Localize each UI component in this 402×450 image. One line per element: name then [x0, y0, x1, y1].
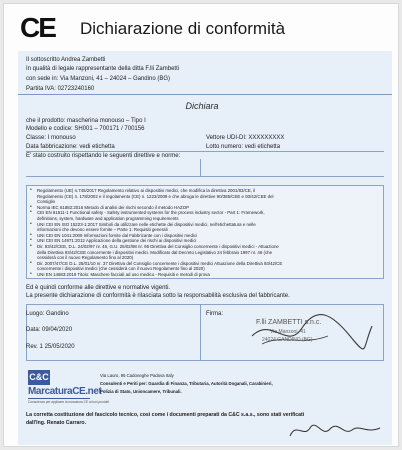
regulation-line: CEI EN 61511-1 Functional safety - Safety instrumented systems for the process industry sector - Part 1: Framework, — [37, 210, 265, 216]
product-model: Modello e codice: SH001 – 700171 / 700156 — [26, 126, 145, 132]
product-date: Data fabbricazione: vedi etichetta — [26, 144, 115, 150]
regulation-line: definitions, system, hardware and application programming requirements — [37, 216, 179, 221]
product-udi: Vettore UDI-DI: XXXXXXXXX — [206, 135, 285, 141]
responsibility-statement: La presente dichiarazione di conformità è rilasciata sotto la responsabilità esclusiva del fabbricante. — [26, 293, 290, 299]
consultant-line1: Consulenti e Periti per: Guardia di Finanza, Tributaria, Autorità Doganali, Carabinieri, — [100, 381, 273, 386]
regulation-bullet: • — [30, 231, 32, 238]
footer-note-line2: dall'Ing. Renato Carraro. — [26, 420, 87, 426]
document-header — [4, 4, 399, 44]
stamp-city: 24024 GANDINO (BG) — [262, 337, 313, 343]
product-name: che il prodotto: mascherina monouso – Tipo I — [26, 118, 146, 124]
conformity-statement: Ed è quindi conforme alle direttive e normative vigenti. — [26, 285, 171, 291]
cc-logo — [28, 370, 50, 385]
stamp-address: Via Manzoni, 41 — [270, 329, 306, 335]
regulation-line: UNI CEI EN 1041:2009 Informazioni fornite dal Fabbricante con i dispositivi medici — [37, 232, 198, 238]
product-lot: Lotto numero: vedi etichetta — [206, 144, 281, 150]
declarant-address: con sede in: Via Manzoni, 41 – 24024 – Gandino (BG) — [26, 76, 170, 82]
regulation-line: Regolamento (CE) n. 178/2002 e il regolamento (CE) n. 1223/2009 e che abroga le direttive 90/385/CEE e 93/42/CEE del — [37, 193, 274, 199]
regulation-line: UNI EN 14683:2019 Titolo: Maschere facciali ad uso medico - Requisiti e metodi di prova — [37, 272, 210, 277]
regulation-line: Dir. 2007/47/CE D.L. 25/01/10 nr. 37 Direttiva del Consiglio concernente i dispositivi medici Attuazione della Direttiva 93/42/CE — [37, 260, 283, 266]
company-stamp — [232, 306, 382, 362]
revision-label: Rev. 1 25/05/2020 — [26, 344, 75, 350]
signature-label: Firma: — [206, 311, 223, 317]
regulation-line: Consiglio — [37, 199, 56, 205]
regulation-line: Regolamento (UE) n.745/2017 Regolamento relativo ai dispositivi medici, che modifica la direttiva 2001/83/CE, il — [37, 188, 256, 193]
regulation-bullet: • — [30, 271, 32, 277]
logo-underline — [28, 398, 90, 399]
field-divider — [200, 159, 201, 177]
regulation-bullet: • — [30, 203, 32, 210]
signature-divider — [200, 304, 201, 361]
regulation-line: cessiderà con il nuovo Regolamento fino al 2020) — [37, 255, 134, 261]
regulation-bullet: • — [30, 187, 32, 193]
cc-logo-mark: C&C — [28, 370, 50, 385]
declarant-role: In qualità di legale rappresentante della ditta F.lli Zambetti — [26, 66, 180, 72]
regulation-line: concernente i dispositivi medici (che cessiderà con il nuovo Regolamento fino al 2020) — [37, 266, 205, 272]
stamp-name: F.lli ZAMBETTI s.n.c. — [256, 319, 322, 326]
product-class: Classe: I monouso — [26, 135, 76, 141]
regulation-bullet: • — [30, 220, 32, 227]
regulation-line: UNI CEI EN ISO 15223-1:2017 Simboli da utilizzare nelle etichette dei dispositivi medici, nell'etichettatura e nelle — [37, 221, 256, 227]
regulation-line: Norma IEC 61882:2016 Metodo di analisi dei rischi secondo il metodo HAZOP — [37, 204, 190, 210]
declaration-page — [3, 3, 399, 447]
regulation-line: della Direttiva 93/42/CEE concernente i dispositivi medici. Modificato dal Decreto Legislativo 24 febbraio 1997 nr. 46 (che — [37, 249, 273, 255]
compliance-intro: E' stato costruito rispettando le seguenti direttive e norme: — [26, 153, 181, 159]
regulation-bullet: • — [30, 237, 32, 244]
ce-mark-logo: CE — [20, 12, 55, 43]
declarant-name: Il sottoscritto Andrea Zambetti — [26, 57, 106, 63]
document-title: Dichiarazione di conformità — [80, 19, 286, 38]
regulation-bullet: • — [30, 209, 32, 216]
declares-heading: Dichiara — [185, 101, 219, 111]
date-label: Data: 09/04/2020 — [26, 327, 73, 333]
logo-tagline: Consulenza per applicare la marcatura CE ai tuoi prodotti — [28, 400, 109, 404]
regulation-bullet: • — [30, 259, 32, 266]
regulation-bullet: • — [30, 243, 32, 249]
consultant-line2: Polizia di Stato, Unioncamere, Tribunali. — [100, 389, 182, 394]
marcaturace-logo: MarcaturaCE.net — [28, 386, 102, 397]
regulation-line: Dir. 93/42/CEE, D.L. 24/02/97 nr. 46, G.U. 25/02/98 nr. 95 Direttiva del Consiglio concernente i dispositivi medici - Attuazione — [37, 244, 279, 249]
consultant-address: Via Lauro, 95 Cadoneghe Padova Italy — [100, 373, 174, 378]
regulation-line: UNI CEI EN 14971:2012 Applicazione della gestione dei rischi ai dispositivi medici — [37, 238, 197, 244]
engineer-signature — [286, 420, 386, 442]
regulation-line: informazioni che devono essere fornite – Parte 1: Requisiti generali — [37, 227, 168, 233]
declarant-vat: Partita IVA: 02723240160 — [26, 86, 95, 92]
place-label: Luogo: Gandino — [26, 311, 69, 317]
divider — [18, 94, 392, 95]
footer-note-line1: La corretta costituzione del fascicolo tecnico, così come i documenti preparati da C&C s.a.s., sono stati verificati — [26, 412, 305, 418]
